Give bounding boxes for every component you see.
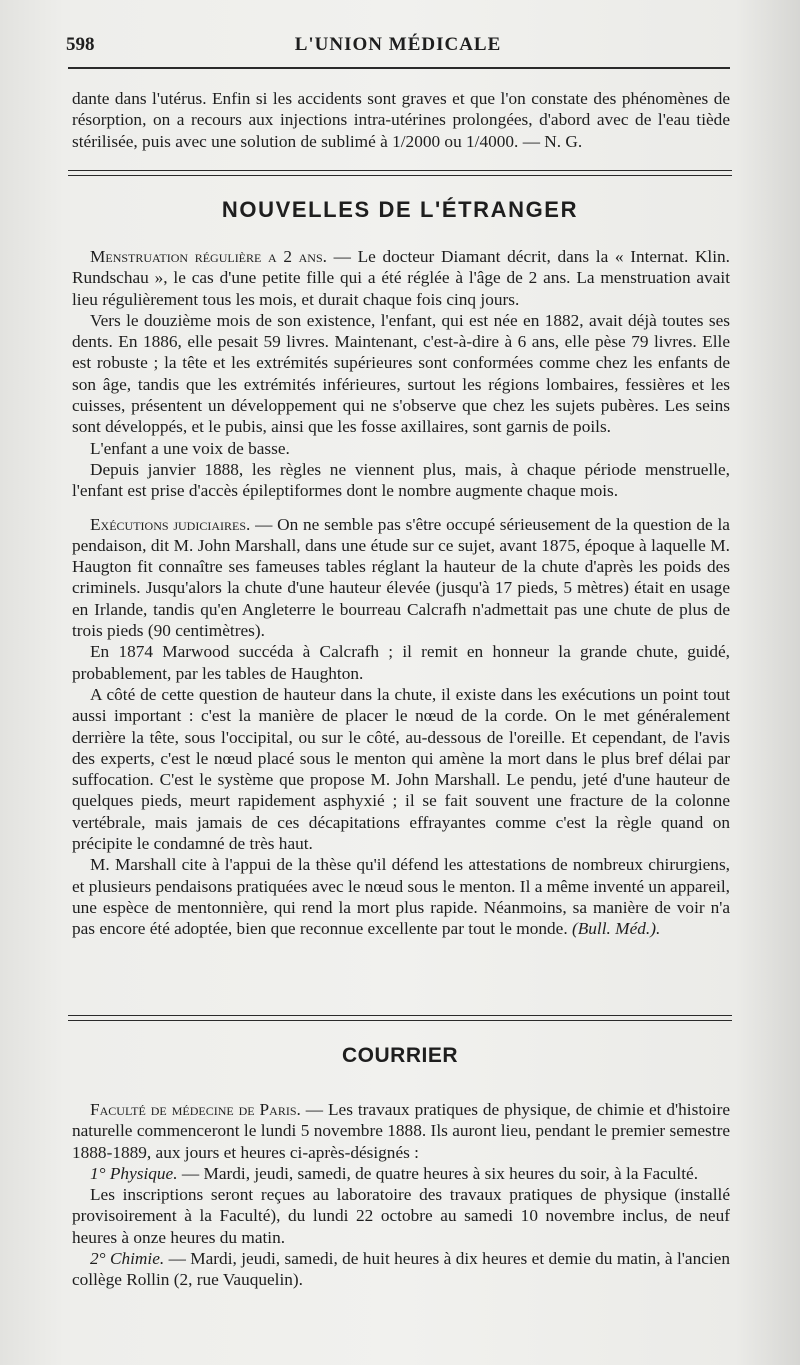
section-separator-2 (68, 1015, 732, 1021)
inscriptions-paragraph: Les inscriptions seront reçues au laboratoire des travaux pratiques de physique (installé provisoirement à la Faculté), du lundi 22 octobre au samedi 10 novembre inclus, de neuf heures à onze heures du matin. (72, 1185, 730, 1247)
executions-heading: Exécutions judiciaires. (90, 514, 251, 534)
courrier-articles (72, 1099, 730, 1291)
menstruation-paragraph-2: Vers le douzième mois de son existence, l'enfant, qui est née en 1882, avait déjà toutes ses dents. En 1886, elle pesait 59 livres. Maintenant, c'est-à-dire à 6 ans, elle pèse 79 livres. Elle est robuste ; la tête et les extrémités supérieures sont conformées comme chez les enfants de son âge, tandis que les extrémités inférieures, surtout les régions lombaires, fessières et les cuisses, présentent un développement qui ne s'observe que chez les sujets pubères. Les seins sont développés, et le pubis, ainsi que les fosse axillaires, sont garnis de poils. (72, 310, 730, 437)
executions-paragraph-1 (72, 514, 730, 642)
executions-paragraph-4 (72, 854, 730, 939)
section-title-courrier: COURRIER (341, 1044, 458, 1067)
page-number: 598 (66, 34, 95, 55)
executions-paragraph-2: En 1874 Marwood succéda à Calcrafh ; il remit en honneur la grande chute, guidé, probablement, par les tables de Haughton. (72, 642, 730, 683)
menstruation-paragraph-3: L'enfant a une voix de basse. (90, 438, 290, 458)
physique-text: — Mardi, jeudi, samedi, de quatre heures à six heures du soir, à la Faculté. (181, 1163, 699, 1183)
menstruation-paragraph-1 (72, 246, 730, 310)
etranger-articles (72, 246, 730, 940)
continued-text: dante dans l'utérus. Enfin si les accidents sont graves et que l'on constate des phénomènes de résorption, on a recours aux injections intra-utérines prolongées, d'abord avec de l'eau tiède stérilisée, puis avec une solution de sublimé à 1/2000 ou 1/4000. (72, 89, 730, 151)
chimie-item (72, 1248, 730, 1291)
menstruation-text-1: — Le docteur Diamant décrit, dans la « Internat. Klin. Rundschau », le cas d'une petite fille qui a été réglée à l'âge de 2 ans. La menstruation avait lieu régulièrement tous les mois, et durait chaque fois cinq jours. (72, 247, 730, 309)
chimie-text: — Mardi, jeudi, samedi, de huit heures à dix heures et demie du matin, à l'ancien collège Rollin (2, rue Vauquelin). (72, 1249, 730, 1290)
menstruation-paragraph-4: Depuis janvier 1888, les règles ne viennent plus, mais, à chaque période menstruelle, l'enfant est prise d'accès épileptiformes dont le nombre augmente chaque mois. (72, 459, 730, 501)
source-citation: (Bull. Méd.). (571, 919, 661, 939)
faculte-text-1: — Les travaux pratiques de physique, de chimie et d'histoire naturelle commenceront le lundi 5 novembre 1888. Ils auront lieu, pendant le premier semestre 1888-1889, aux jours et heures ci-après-désignés : (72, 1100, 730, 1162)
header-rule (68, 67, 730, 69)
author-signature: — N. G. (522, 131, 583, 151)
page-header (66, 30, 730, 60)
executions-paragraph-3: A côté de cette question de hauteur dans la chute, il existe dans les exécutions un point tout aussi important : c'est la manière de placer le nœud de la corde. On le met généralement derrière la tête, sous l'occipital, ou sur le côté, au-dessous de l'oreille. Et cependant, de l'avis des experts, c'est le nœud placé sous le menton qui amène la mort dans le plus bref délai par suffocation. C'est le système que propose M. John Marshall. Le pendu, jeté d'une hauteur de quelques pieds, meurt rapidement asphyxié ; il se fait souvent une fracture de la colonne vertébrale, mais jamais de ces décapitations effrayantes comme c'est la règle quand on précipite le condamné de très haut. (72, 684, 730, 854)
section-title-etranger: NOUVELLES DE L'ÉTRANGER (221, 197, 579, 222)
executions-text-4: M. Marshall cite à l'appui de la thèse qu'il défend les attestations de nombreux chirurgiens, et plusieurs pendaisons pratiquées avec le nœud sous le menton. Il a même inventé un appareil, une espèce de mentonnière, qui rend la mort plus rapide. Néanmoins, sa manière de voir n'a pas encore été adoptée, bien que reconnue excellente par tout le monde. (72, 855, 730, 939)
running-title: L'UNION MÉDICALE (294, 34, 502, 55)
continued-article (72, 88, 730, 152)
faculte-heading: Faculté de médecine de Paris. (90, 1100, 301, 1119)
faculte-paragraph-1 (72, 1099, 730, 1163)
section-separator (68, 170, 732, 176)
chimie-label: 2° Chimie. (90, 1249, 165, 1269)
executions-text-1: — On ne semble pas s'être occupé sérieusement de la question de la pendaison, dit M. John Marshall, dans une étude sur ce sujet, avant 1875, époque à laquelle M. Haugton fit connaître ses fameuses tables réglant la hauteur de la chute d'après les poids des criminels. Jusqu'alors la chute d'une hauteur élevée (jusqu'à 17 pieds, 5 mètres) était en usage en Irlande, tandis qu'en Angleterre le bourreau Calcrafh n'admettait pas une chute de plus de trois pieds (90 centimètres). (72, 514, 730, 641)
physique-label: 1° Physique. (90, 1163, 178, 1183)
physique-item (72, 1163, 730, 1184)
continued-paragraph (72, 88, 730, 152)
menstruation-heading: Menstruation régulière a 2 ans. (90, 247, 327, 266)
